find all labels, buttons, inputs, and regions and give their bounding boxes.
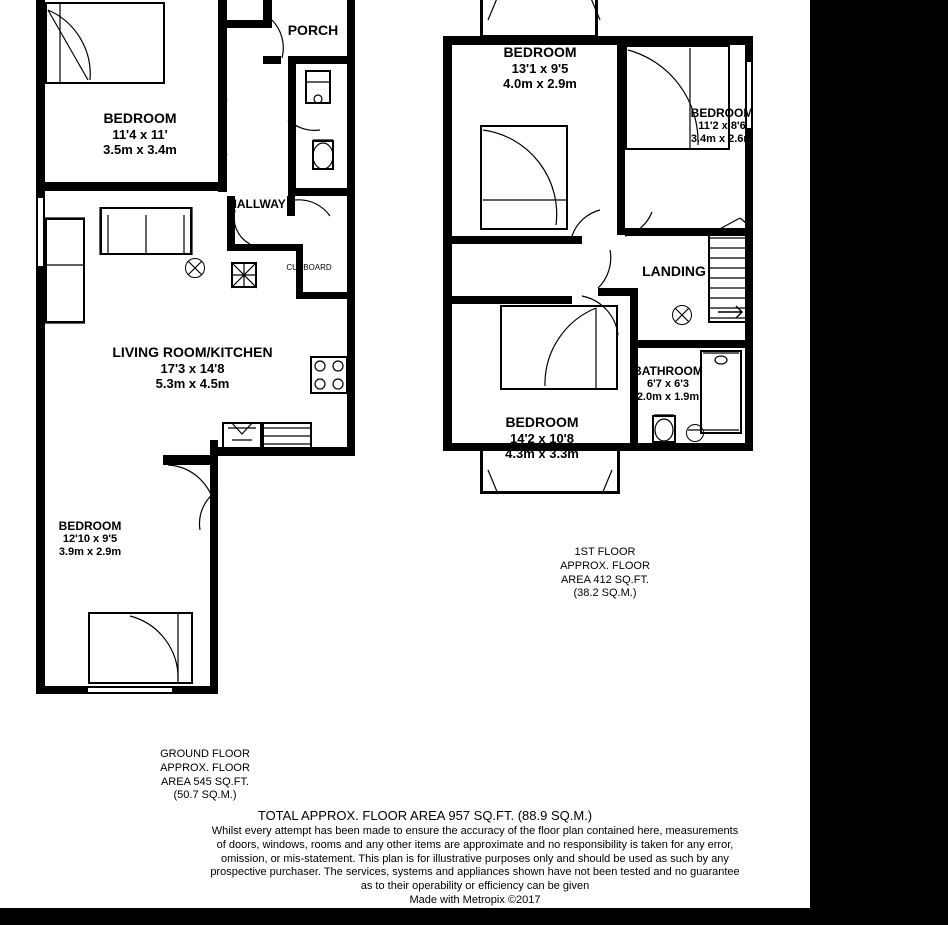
ff-landing-label: LANDING (642, 263, 706, 279)
gf-wall-bedroom1-right2 (218, 22, 227, 192)
ff-wall-left-lower (443, 301, 452, 451)
ff-wall-bathroom-bottom (630, 443, 753, 451)
gf-wall-left-upper (36, 0, 45, 190)
gf-wall-left-bedroom3 (36, 461, 45, 693)
gf-wall-left-living (36, 271, 45, 461)
gf-kitchen-sink (222, 422, 262, 450)
gf-wall-wc-top (288, 56, 348, 64)
disclaimer-text: Whilst every attempt has been made to ensure the accuracy of the floor plan contained here, measurements of doors, windows, rooms and any other items are approximate and no responsibility is taken for any error, omission, or mis-statement. This plan is for illustrative purposes only and should be used as such by any prospective purchaser. The services, systems and appliances shown have not been tested and no guarantee as to their operability or efficiency can be given Made with Metropix ©2017 (160, 825, 790, 908)
total-area-text: TOTAL APPROX. FLOOR AREA 957 SQ.FT. (88.9 SQ.M.) (257, 808, 593, 823)
gf-bedroom1-label: BEDROOM 11'4 x 11' 3.5m x 3.4m (103, 110, 177, 157)
gf-window-living-left (36, 196, 45, 268)
gf-wall-right-porch (347, 48, 355, 193)
ff-wall-bedroom1-bottom (452, 236, 582, 244)
gf-light-icon (185, 258, 205, 278)
ff-wall-left-upper (443, 36, 452, 231)
ff-bay-window-top (480, 0, 598, 38)
gf-wall-cupboard-top (227, 244, 302, 251)
gf-bedroom3-label: BEDROOM 12'10 x 9'5 3.9m x 2.9m (58, 519, 122, 559)
metropix-credit: Made with Metropix ©2017 (409, 893, 541, 906)
gf-hallway-label: HALLWAY (228, 197, 286, 211)
gf-kitchen-unit (262, 422, 312, 452)
ff-bedroom2-label: BEDROOM 11'2 x 8'6 3.4m x 2.6m (690, 106, 754, 146)
gf-wall-wc-left (288, 64, 296, 194)
first-floor-summary: 1ST FLOOR APPROX. FLOOR AREA 412 SQ.FT. (38.2 SQ.M.) (560, 546, 650, 600)
gf-wall-hallway-top (227, 20, 272, 28)
gf-porch-label: PORCH (287, 22, 339, 38)
ff-toilet (652, 415, 676, 443)
bottom-letterbox (0, 908, 810, 925)
gf-wc-basin (305, 70, 331, 104)
ff-wall-left-mid (443, 231, 452, 301)
ff-bathroom-label: BATHROOM 6'7 x 6'3 2.0m x 1.9m (633, 364, 703, 404)
gf-wall-right-lower (347, 190, 355, 456)
gf-wall-bedroom1-bottom (36, 182, 226, 191)
ff-bed-3 (500, 305, 618, 390)
ff-wall-landing-stub (598, 288, 638, 296)
ff-bedroom3-label: BEDROOM 14'2 x 10'8 4.3m x 3.3m (505, 414, 579, 461)
ff-light-icon (672, 305, 692, 325)
ff-basin-icon (686, 424, 704, 442)
gf-appliance (231, 262, 257, 288)
gf-wall-porch-left (263, 0, 272, 20)
gf-bed-1 (45, 2, 165, 84)
gf-sofa-1 (100, 207, 192, 255)
gf-kitchen-hob (310, 356, 348, 394)
gf-wall-cupboard-bottom (296, 292, 348, 299)
gf-wall-wc-bottom (288, 188, 348, 196)
ff-wall-bathroom-top (700, 340, 753, 348)
ff-wall-landing-bottom (638, 340, 708, 348)
gf-wall-porch-bottom (263, 56, 281, 64)
gf-cupboard-label: CUPBOARD (286, 263, 332, 272)
gf-bed-3 (88, 612, 193, 684)
gf-window-bedroom3-bottom (86, 686, 174, 694)
ff-bed-2 (480, 125, 568, 230)
ff-wall-right-lower (745, 316, 753, 451)
ground-floor-summary: GROUND FLOOR APPROX. FLOOR AREA 545 SQ.FT. (50.7 SQ.M.) (160, 748, 250, 802)
gf-livingroom-label: LIVING ROOM/KITCHEN 17'3 x 14'8 5.3m x 4.5m (112, 344, 273, 391)
gf-wall-bedroom1-right (218, 0, 227, 22)
ff-wall-bedroom3-top (452, 296, 572, 304)
right-letterbox (810, 0, 948, 925)
gf-wall-bedroom3-right (210, 461, 218, 693)
ff-bedroom1-label: BEDROOM 13'1 x 9'5 4.0m x 2.9m (503, 44, 577, 91)
gf-wc-toilet (312, 140, 334, 170)
gf-sofa-2 (45, 218, 85, 323)
